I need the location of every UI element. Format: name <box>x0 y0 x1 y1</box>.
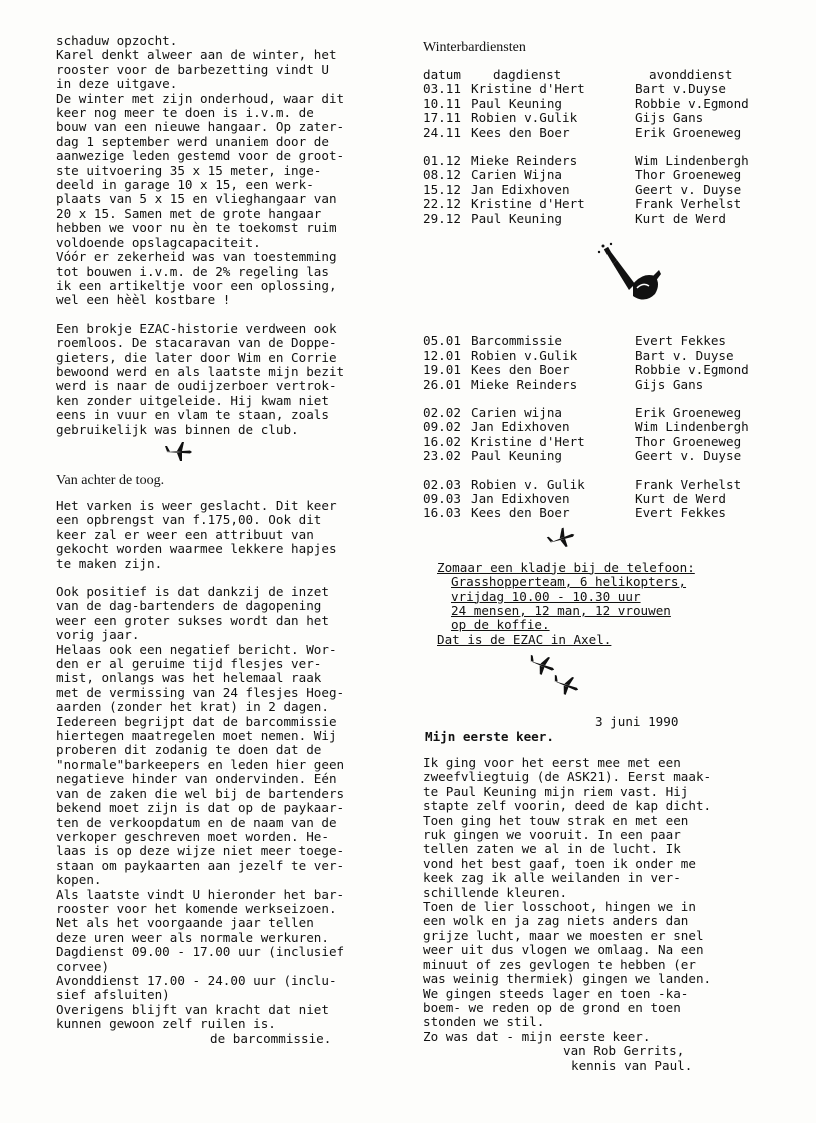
cell-evening: Wim Lindenbergh <box>635 419 749 435</box>
cell-date: 08.12 <box>423 167 461 183</box>
cell-day: Carien Wijna <box>471 167 562 183</box>
champagne-bottle-icon <box>499 240 816 316</box>
story-title: Mijn eerste keer. <box>425 728 554 744</box>
text-line: laas is op deze wijze niet meer toege- <box>56 843 345 859</box>
text-line: keer zal er weer een attribuut van <box>56 526 314 542</box>
text-line: Als laatste vindt U hieronder het bar- <box>56 886 345 902</box>
table-row <box>423 334 816 348</box>
cell-evening: Bart v. Duyse <box>635 347 734 363</box>
cell-evening: Robbie v.Egmond <box>635 95 749 111</box>
table-row <box>423 349 816 363</box>
text-line: Het varken is weer geslacht. Dit keer <box>56 497 337 513</box>
cell-date: 23.02 <box>423 448 461 464</box>
text-line: ten de verkoopdatum en de naam van de <box>56 814 337 830</box>
text-line: dag 1 september werd unaniem door de <box>56 133 329 149</box>
text-line: van de zaken die wel bij de bartenders <box>56 785 345 801</box>
cell-day: Jan Edixhoven <box>471 490 570 506</box>
text-line: van de dag-bartenders de dagopening <box>56 598 322 614</box>
text-line: was weinig thermiek) gingen we landen. <box>423 971 712 987</box>
table-row <box>423 406 816 420</box>
text-line: Helaas ook een negatief bericht. Wor- <box>56 641 337 657</box>
cell-evening: Erik Groeneweg <box>635 124 742 140</box>
text-line: Ook positief is dat dankzij de inzet <box>56 584 329 599</box>
cell-evening: Bart v.Duyse <box>635 81 726 97</box>
header-date: datum <box>423 67 461 82</box>
note-line: 24 mensen, 12 man, 12 vrouwen <box>451 602 671 618</box>
text-line: verkoper geschreven moet worden. He- <box>56 828 329 844</box>
cell-day: Carien wijna <box>471 404 562 420</box>
text-line: We gingen steeds lager en toen -ka- <box>423 985 689 1001</box>
text-line: den er al geruime tijd flesjes ver- <box>56 656 322 672</box>
text-line: aanwezige leden gestemd voor de groot- <box>56 148 345 164</box>
text-line: corvee) <box>56 958 110 974</box>
cell-date: 19.01 <box>423 362 461 378</box>
cell-evening: Robbie v.Egmond <box>635 362 749 378</box>
author-line: kennis van Paul. <box>571 1057 693 1073</box>
text-line: rooster voor het komende werkseizoen. <box>56 900 337 916</box>
text-line: in deze uitgave. <box>56 76 178 92</box>
text-line: De winter met zijn onderhoud, waar dit <box>56 90 345 106</box>
note-line: op de koffie. <box>451 617 550 633</box>
cell-day: Kristine d'Hert <box>471 433 585 449</box>
table-row <box>423 212 816 226</box>
text-line: bouw van een nieuwe hangaar. Op zater- <box>56 119 345 135</box>
cell-date: 17.11 <box>423 110 461 126</box>
cell-evening: Kurt de Werd <box>635 210 726 226</box>
text-line: Karel denkt alweer aan de winter, het <box>56 47 337 63</box>
text-line: te Paul Keuning mijn riem vast. Hij <box>423 783 689 799</box>
text-line: Net als het voorgaande jaar tellen <box>56 915 314 931</box>
cell-day: Mieke Reinders <box>471 376 578 392</box>
cell-evening: Evert Fekkes <box>635 505 726 521</box>
cell-date: 10.11 <box>423 95 461 111</box>
text-line: hiertegen maatregelen moet nemen. Wij <box>56 728 337 744</box>
table-row <box>423 154 816 168</box>
cell-evening: Erik Groeneweg <box>635 404 742 420</box>
text-line: deze uren weer als normale werkuren. <box>56 929 329 945</box>
author-line: van Rob Gerrits, <box>563 1043 685 1059</box>
cell-evening: Frank Verhelst <box>635 476 742 492</box>
cell-evening: Thor Groeneweg <box>635 433 742 449</box>
cell-date: 01.12 <box>423 153 461 169</box>
cell-evening: Thor Groeneweg <box>635 167 742 183</box>
cell-date: 03.11 <box>423 81 461 97</box>
cell-evening: Frank Verhelst <box>635 196 742 212</box>
cell-evening: Wim Lindenbergh <box>635 153 749 169</box>
cell-day: Kees den Boer <box>471 505 570 521</box>
cell-date: 15.12 <box>423 181 461 197</box>
table-header <box>423 68 816 82</box>
text-line: gieters, die later door Wim en Corrie <box>56 349 337 365</box>
cell-date: 05.01 <box>423 333 461 349</box>
text-line: schillende kleuren. <box>423 884 568 900</box>
text-line: tot bouwen i.v.m. de 2% regeling las <box>56 263 329 279</box>
table-row <box>423 420 816 434</box>
cell-day: Barcommissie <box>471 333 562 349</box>
note-line: vrijdag 10.00 - 10.30 uur <box>451 588 641 604</box>
text-line: Zo was dat - mijn eerste keer. <box>423 1028 651 1044</box>
text-line: negatieve hinder van ondervinden. Eén <box>56 771 337 787</box>
text-line: rooster voor de barbezetting vindt U <box>56 61 329 77</box>
text-line: keer nog meer te doen is i.v.m. de <box>56 105 314 121</box>
text-line: werd is naar de oudijzerboer vertrok- <box>56 378 337 394</box>
cell-date: 09.03 <box>423 490 461 506</box>
text-line: ken zonder uitgeleide. Hij kwam niet <box>56 392 329 408</box>
text-line: wel een hèèl kostbare ! <box>56 292 231 308</box>
cell-day: Paul Keuning <box>471 448 562 464</box>
text-line: een opbrengst van f.175,00. Ook dit <box>56 512 322 528</box>
text-line: vond het best gaaf, toen ik onder me <box>423 855 696 871</box>
cell-day: Robien v. Gulik <box>471 476 585 492</box>
text-line: Toen de lier losschoot, hingen we in <box>423 899 696 915</box>
table-row <box>423 111 816 125</box>
header-evening: avonddienst <box>649 67 733 82</box>
cell-day: Kristine d'Hert <box>471 196 585 212</box>
text-line: met de vermissing van 24 flesjes Hoeg- <box>56 684 345 700</box>
text-line: aarden (zonder het krat) in 2 dagen. <box>56 699 329 715</box>
text-line: ste uitvoering 35 x 15 meter, inge- <box>56 162 322 178</box>
section-heading: Van achter de toog. <box>56 472 165 488</box>
phone-note <box>437 561 743 647</box>
text-line: vorig jaar. <box>56 627 140 643</box>
schedule-title: Winterbardiensten <box>423 40 526 55</box>
cell-date: 12.01 <box>423 347 461 363</box>
text-line: mist, onlangs was het helemaal raak <box>56 670 322 686</box>
schedule-table <box>423 68 816 521</box>
text-line: stonden we stil. <box>423 1014 545 1030</box>
text-line: grijze lucht, maar we moesten er snel <box>423 927 704 943</box>
cell-day: Kees den Boer <box>471 124 570 140</box>
text-line: plaats van 5 x 15 en vlieghangaar van <box>56 191 337 207</box>
text-line: kunnen gewoon zelf ruilen is. <box>56 1016 276 1032</box>
table-row <box>423 97 816 111</box>
table-row <box>423 363 816 377</box>
cell-day: Jan Edixhoven <box>471 419 570 435</box>
cell-date: 09.02 <box>423 419 461 435</box>
cell-date: 22.12 <box>423 196 461 212</box>
table-row <box>423 197 816 211</box>
table-row <box>423 82 816 96</box>
cell-date: 02.02 <box>423 404 461 420</box>
cell-day: Robien v.Gulik <box>471 347 578 363</box>
table-row <box>423 126 816 140</box>
story <box>423 715 743 1073</box>
cell-evening: Gijs Gans <box>635 376 704 392</box>
text-line: weer een groter sukses wordt dan het <box>56 612 329 628</box>
text-line: bekend moet zijn is dat op de paykaar- <box>56 800 345 816</box>
table-row <box>423 378 816 392</box>
plane-icon <box>423 647 743 703</box>
toog-paragraph-2 <box>56 585 401 1032</box>
header-day: dagdienst <box>493 67 562 82</box>
text-line: ruk gingen we vooruit. In een paar <box>423 827 681 843</box>
history-paragraph <box>56 322 401 437</box>
text-line: hebben we voor nu èn te toekomst ruim <box>56 220 337 236</box>
text-line: kopen. <box>56 872 102 888</box>
cell-day: Kees den Boer <box>471 362 570 378</box>
text-line: roemloos. De stacaravan van de Doppe- <box>56 335 337 351</box>
table-row <box>423 435 816 449</box>
text-line: Avonddienst 17.00 - 24.00 uur (inclu- <box>56 972 337 988</box>
text-line: Dagdienst 09.00 - 17.00 uur (inclusief <box>56 944 345 960</box>
plane-icon <box>56 437 401 467</box>
note-line: Grasshopperteam, 6 helikopters, <box>451 574 687 590</box>
table-row <box>423 183 816 197</box>
text-line: te maken zijn. <box>56 555 163 571</box>
text-line: staan om paykaarten aan jezelf te ver- <box>56 857 345 873</box>
cell-date: 26.01 <box>423 376 461 392</box>
table-row <box>423 506 816 520</box>
right-column <box>423 40 749 1073</box>
toog-paragraph-1 <box>56 499 401 571</box>
cell-evening: Geert v. Duyse <box>635 448 742 464</box>
cell-day: Mieke Reinders <box>471 153 578 169</box>
text-line: sief afsluiten) <box>56 987 170 1003</box>
cell-date: 16.03 <box>423 505 461 521</box>
cell-evening: Gijs Gans <box>635 110 704 126</box>
text-line: Iedereen begrijpt dat de barcommissie <box>56 713 337 729</box>
text-line: zweefvliegtuig (de ASK21). Eerst maak- <box>423 769 712 785</box>
text-line: Toen ging het touw strak en met een <box>423 812 689 828</box>
cell-date: 02.03 <box>423 476 461 492</box>
cell-date: 24.11 <box>423 124 461 140</box>
text-line: bewoond werd en als laatste mijn bezit <box>56 363 345 379</box>
text-line: 20 x 15. Samen met de grote hangaar <box>56 205 322 221</box>
cell-evening: Kurt de Werd <box>635 490 726 506</box>
table-row <box>423 492 816 506</box>
text-line: deeld in garage 10 x 15, een werk- <box>56 177 314 193</box>
cell-evening: Evert Fekkes <box>635 333 726 349</box>
cell-date: 29.12 <box>423 210 461 226</box>
cell-day: Paul Keuning <box>471 210 562 226</box>
text-line: tellen zaten we al in de lucht. Ik <box>423 841 681 857</box>
text-line: een wolk en ja zag niets anders dan <box>423 913 689 929</box>
note-line: Zomaar een kladje bij de telefoon: <box>437 559 695 575</box>
left-column <box>56 34 401 1046</box>
signature: de barcommissie. <box>210 1030 332 1046</box>
text-line: keek zag ik alle weilanden in ver- <box>423 870 681 886</box>
text-line: ik een artikeltje voor een oplossing, <box>56 277 337 293</box>
cell-date: 16.02 <box>423 433 461 449</box>
text-line: "normale"barkeepers en leden hier geen <box>56 756 345 772</box>
note-line: Dat is de EZAC in Axel. <box>437 631 612 647</box>
text-line: proberen dit zodanig te doen dat de <box>56 742 322 758</box>
story-date: 3 juni 1990 <box>595 714 679 730</box>
text-line: voldoende opslagcapaciteit. <box>56 234 261 250</box>
text-line: Ik ging voor het eerst mee met een <box>423 755 681 770</box>
cell-day: Jan Edixhoven <box>471 181 570 197</box>
text-line: minuut of zes gevlogen te hebben (er <box>423 956 696 972</box>
table-row <box>423 449 816 463</box>
text-line: gebruikelijk was binnen de club. <box>56 421 299 437</box>
text-line: Een brokje EZAC-historie verdween ook <box>56 320 337 336</box>
text-line: gekocht worden waarmee lekkere hapjes <box>56 541 337 557</box>
cell-day: Paul Keuning <box>471 95 562 111</box>
intro-paragraph <box>56 34 401 308</box>
cell-evening: Geert v. Duyse <box>635 181 742 197</box>
text-line: Overigens blijft van kracht dat niet <box>56 1001 329 1017</box>
text-line: Vóór er zekerheid was van toestemming <box>56 249 337 265</box>
text-line: stapte zelf voorin, deed de kap dicht. <box>423 798 712 814</box>
cell-day: Kristine d'Hert <box>471 81 585 97</box>
table-row <box>423 168 816 182</box>
table-row <box>423 478 816 492</box>
text-line: weer uit dus vlogen we omlaag. Na een <box>423 942 704 958</box>
cell-day: Robien v.Gulik <box>471 110 578 126</box>
text-line: boem- we reden op de grond en toen <box>423 999 681 1015</box>
text-line: schaduw opzocht. <box>56 33 178 48</box>
plane-icon <box>423 521 743 561</box>
text-line: eens in vuur en vlam te staan, zoals <box>56 407 329 423</box>
